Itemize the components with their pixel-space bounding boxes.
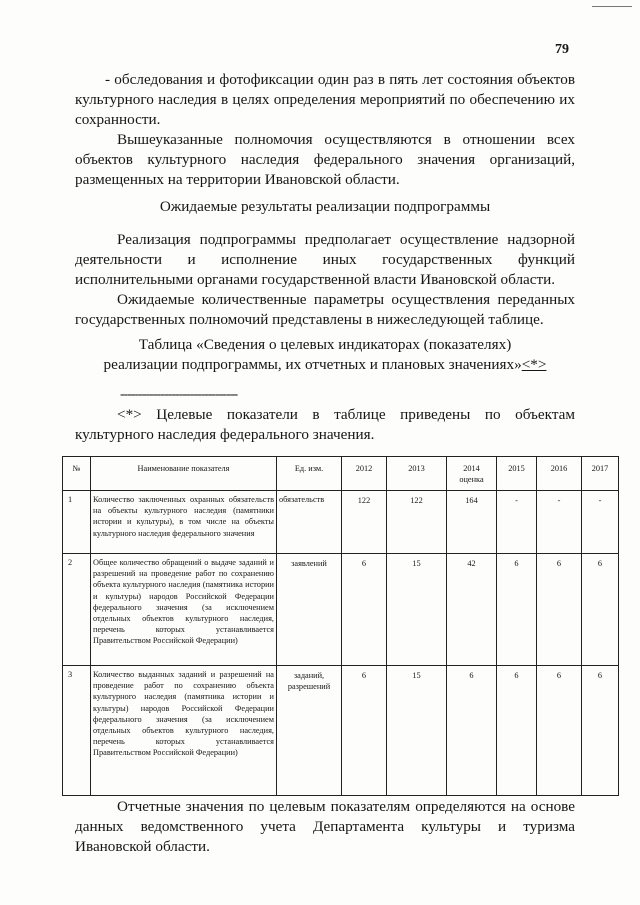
- row-value-2017: 6: [582, 666, 619, 796]
- row-value-2016: 6: [537, 554, 582, 666]
- header-unit: Ед. изм.: [277, 457, 342, 491]
- row-value-2014: 164: [447, 491, 497, 554]
- table-header-row: [63, 457, 619, 491]
- header-2014-note: оценка: [459, 475, 484, 485]
- row-value-2013: 122: [387, 491, 447, 554]
- header-no: №: [63, 457, 91, 491]
- table-title-footnote-ref[interactable]: <*>: [521, 356, 547, 373]
- table-row: [63, 666, 619, 796]
- row-value-2014: 42: [447, 554, 497, 666]
- row-no: 1: [63, 491, 91, 554]
- table-title: [60, 335, 590, 375]
- table-title-line2: [60, 355, 590, 375]
- row-value-2012: 6: [342, 666, 387, 796]
- table-row: [63, 554, 619, 666]
- paragraph-closing: Отчетные значения по целевым показателям определяются на основе данных ведомственного учета Департамента культуры и туризма Ивановской области.: [75, 798, 575, 855]
- indicators-table: [62, 456, 619, 796]
- row-value-2012: 6: [342, 554, 387, 666]
- table-title-line1: Таблица «Сведения о целевых индикаторах (показателях): [138, 336, 512, 353]
- row-name: Количество выданных заданий и разрешений на проведение работ по сохранению объекта культурного наследия (памятника истории и культуры) народов Российской Федерации федерального значения (за исключением отдельных объектов культурного наследия, перечень которых устанавливается Правительством Российской Федерации): [91, 666, 277, 796]
- header-2013: 2013: [387, 457, 447, 491]
- header-2017: 2017: [582, 457, 619, 491]
- row-unit: заданий, разрешений: [277, 666, 342, 796]
- row-no: 3: [63, 666, 91, 796]
- row-value-2012: 122: [342, 491, 387, 554]
- row-value-2015: 6: [497, 666, 537, 796]
- row-value-2013: 15: [387, 666, 447, 796]
- header-2015: 2015: [497, 457, 537, 491]
- row-no: 2: [63, 554, 91, 666]
- header-2012: 2012: [342, 457, 387, 491]
- row-unit: обязательств: [277, 491, 342, 554]
- table-row: [63, 491, 619, 554]
- row-name: Общее количество обращений о выдаче заданий и разрешений на проведение работ по сохранению объекта культурного наследия (памятника истории и культуры) народов Российской Федерации федерального значения (за исключением отдельных объектов культурного наследия, перечень которых устанавливается Правительством Российской Федерации): [91, 554, 277, 666]
- row-value-2017: -: [582, 491, 619, 554]
- header-2014-year: 2014: [463, 464, 480, 473]
- paragraph-parameters: Ожидаемые количественные параметры осуществления переданных государственных полномочий представлены в нижеследующей таблице.: [75, 291, 575, 328]
- page-number: 79: [555, 42, 569, 57]
- row-unit: заявлений: [277, 554, 342, 666]
- footnote-separator: --------------------------------: [120, 387, 238, 402]
- paragraph-implementation: Реализация подпрограммы предполагает осуществление надзорной деятельности и исполнение иных государственных функций исполнительными органами государственной власти Ивановской области.: [75, 231, 575, 288]
- header-2016: 2016: [537, 457, 582, 491]
- section-heading: Ожидаемые результаты реализации подпрограммы: [159, 198, 491, 215]
- header-2014: [447, 457, 497, 491]
- row-value-2015: -: [497, 491, 537, 554]
- row-value-2014: 6: [447, 666, 497, 796]
- row-value-2017: 6: [582, 554, 619, 666]
- row-name: Количество заключенных охранных обязательств на объекты культурного наследия (памятники истории и культуры), в том числе на объекты культурного наследия федерального значения: [91, 491, 277, 554]
- paragraph-survey: - обследования и фотофиксации один раз в пять лет состояния объектов культурного наследия в целях определения мероприятий по обеспечению их сохранности.: [75, 71, 575, 128]
- row-value-2016: -: [537, 491, 582, 554]
- table-title-line2-text: реализации подпрограммы, их отчетных и плановых значениях»: [103, 356, 522, 373]
- footnote-text: <*> Целевые показатели в таблице приведены по объектам культурного наследия федерального значения.: [75, 406, 575, 443]
- row-value-2015: 6: [497, 554, 537, 666]
- paragraph-powers: Вышеуказанные полномочия осуществляются в отношении всех объектов культурного наследия федерального значения организаций, размещенных на территории Ивановской области.: [75, 131, 575, 188]
- row-value-2013: 15: [387, 554, 447, 666]
- top-rule: [592, 6, 632, 7]
- header-name: Наименование показателя: [91, 457, 277, 491]
- row-value-2016: 6: [537, 666, 582, 796]
